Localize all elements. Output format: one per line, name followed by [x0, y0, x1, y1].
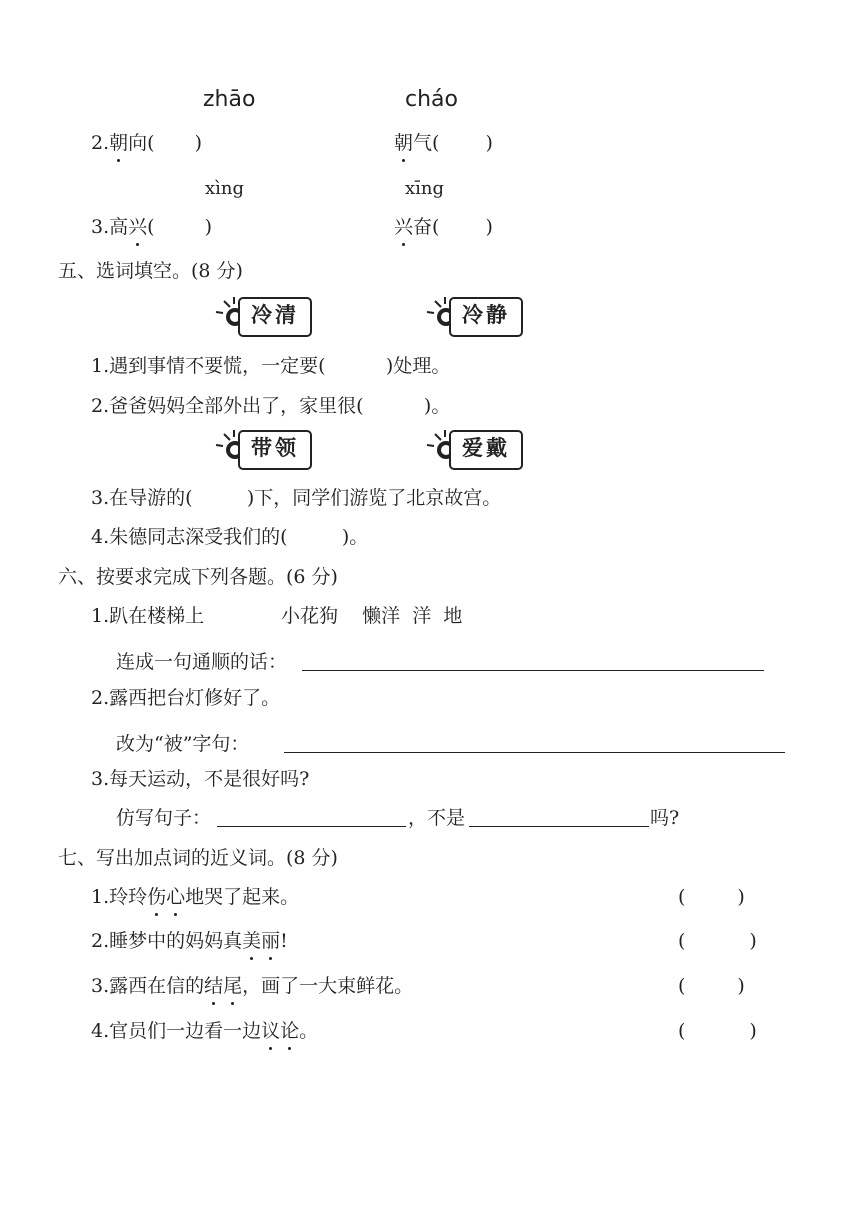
- word-card-aidai: [425, 428, 525, 468]
- dotted-word: [242, 930, 280, 952]
- s7-item2: 2.睡梦中的妈妈真美丽!: [91, 930, 288, 952]
- s5-item4: 4.朱德同志深受我们的( )。: [91, 526, 369, 548]
- answer-paren: ( ): [678, 886, 745, 908]
- dotted-char: 兴: [128, 216, 148, 238]
- s6-q3-label: 3.每天运动，不是很好吗?: [91, 768, 310, 790]
- section6-title: 六、按要求完成下列各题。(6 分): [58, 566, 338, 588]
- q2-word1: 2.朝向( ): [91, 132, 202, 154]
- word-label: 带领: [251, 436, 299, 460]
- section5-title: 五、选词填空。(8 分): [58, 260, 243, 282]
- dotted-char: 心: [166, 886, 186, 908]
- q3-word2: 兴奋( ): [394, 216, 493, 238]
- dotted-char: 论: [280, 1020, 300, 1042]
- dotted-char: 丽: [261, 930, 281, 952]
- answer-line[interactable]: [469, 826, 649, 827]
- dotted-char: 美: [242, 930, 262, 952]
- s5-item2: 2.爸爸妈妈全部外出了，家里很( )。: [91, 395, 451, 417]
- s5-item3: 3.在导游的( )下，同学们游览了北京故宫。: [91, 487, 502, 509]
- dotted-word: [147, 886, 185, 908]
- answer-line[interactable]: [302, 670, 764, 671]
- q3-word1: 3.高兴( ): [91, 216, 213, 238]
- pinyin-xing1: xīng: [405, 178, 445, 199]
- word-label: 冷静: [462, 303, 510, 327]
- pinyin-xing4: xìng: [205, 178, 245, 199]
- word-card-lengjing: [425, 295, 525, 335]
- s6-q1-prompt: 连成一句通顺的话：: [116, 651, 288, 673]
- word-label: 冷清: [251, 303, 299, 327]
- s7-item3: 3.露西在信的结尾，画了一大束鲜花。: [91, 975, 414, 997]
- s7-item1: 1.玲玲伤心地哭了起来。: [91, 886, 300, 908]
- dotted-char: 尾: [223, 975, 243, 997]
- s6-q2-prompt: 改为“被”字句：: [116, 733, 250, 755]
- pinyin-chao: cháo: [405, 87, 458, 112]
- answer-paren: ( ): [678, 1020, 757, 1042]
- s6-q1-words: 小花狗 懒洋 洋 地: [281, 605, 463, 627]
- dotted-char: 结: [204, 975, 224, 997]
- word-card-dailing: [214, 428, 314, 468]
- dotted-char: 伤: [147, 886, 167, 908]
- s6-q3-mid: ，不是: [408, 807, 466, 829]
- answer-line[interactable]: [217, 826, 406, 827]
- dotted-char: 朝: [109, 132, 129, 154]
- answer-paren: ( ): [678, 975, 745, 997]
- dotted-char: 朝: [394, 132, 414, 154]
- answer-line[interactable]: [284, 752, 785, 753]
- dotted-char: 兴: [394, 216, 414, 238]
- section7-title: 七、写出加点词的近义词。(8 分): [58, 847, 338, 869]
- word-label: 爱戴: [462, 436, 510, 460]
- s6-q1-label: 1.趴在楼梯上: [91, 605, 205, 627]
- s6-q2-label: 2.露西把台灯修好了。: [91, 687, 281, 709]
- dotted-char: 议: [261, 1020, 281, 1042]
- q2-word2: 朝气( ): [394, 132, 493, 154]
- answer-paren: ( ): [678, 930, 757, 952]
- dotted-word: [261, 1020, 299, 1042]
- s5-item1: 1.遇到事情不要慌，一定要( )处理。: [91, 355, 451, 377]
- word-card-lengqing: [214, 295, 314, 335]
- s7-item4: 4.官员们一边看一边议论。: [91, 1020, 319, 1042]
- s6-q3-prompt: 仿写句子：: [116, 807, 212, 829]
- pinyin-zhao: zhāo: [203, 87, 256, 112]
- s6-q3-end: 吗?: [650, 807, 680, 829]
- dotted-word: [204, 975, 242, 997]
